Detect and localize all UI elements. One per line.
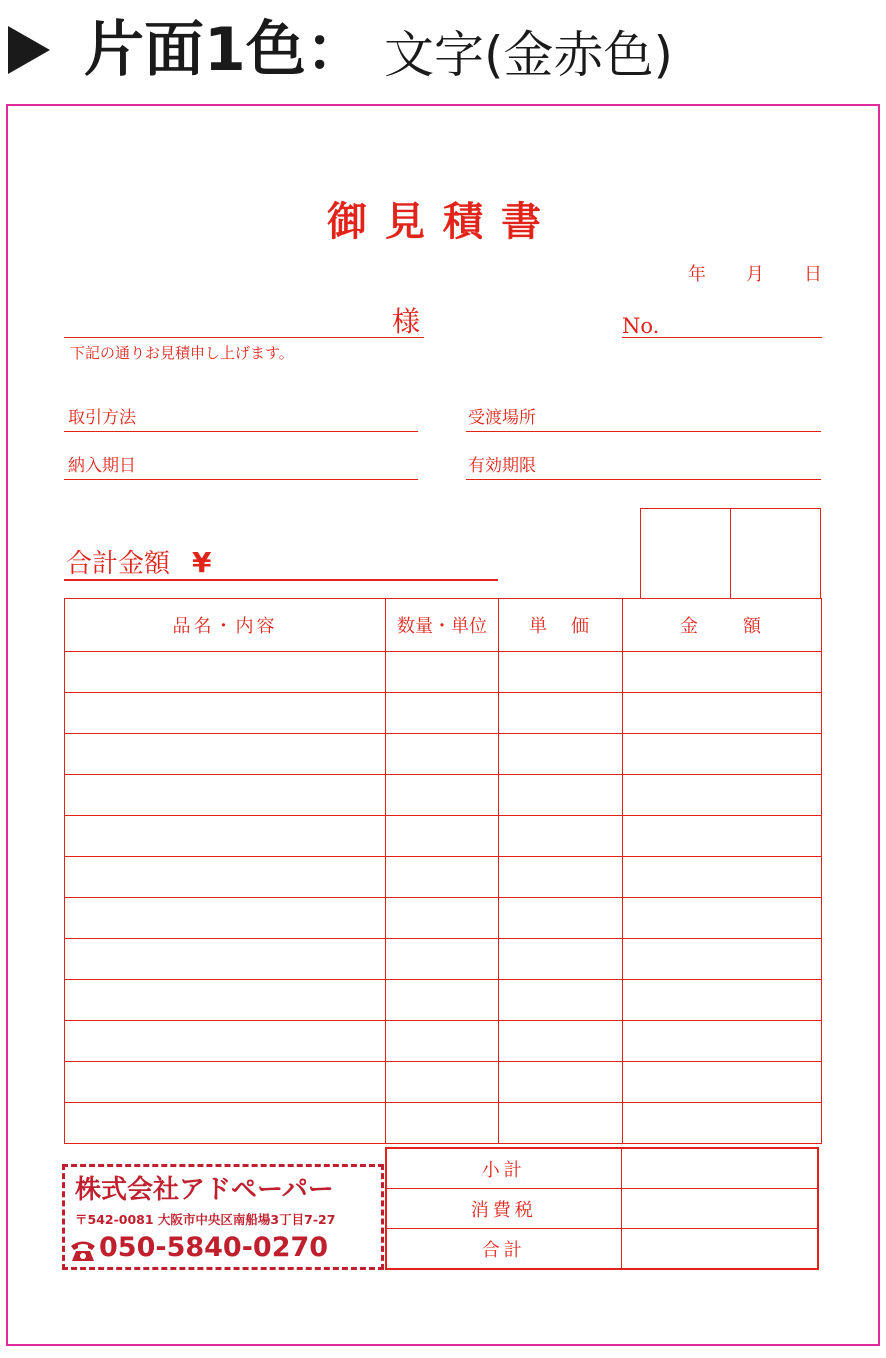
item-name-header: 品名・内容 [65, 599, 386, 652]
amount-cell[interactable] [623, 1103, 822, 1144]
table-row [65, 652, 822, 693]
subtotal-value-cell[interactable] [621, 1148, 818, 1189]
stamp-box [731, 509, 820, 598]
amount-cell[interactable] [623, 816, 822, 857]
table-row [65, 1103, 822, 1144]
amount-cell[interactable] [623, 652, 822, 693]
amount-cell[interactable] [623, 1062, 822, 1103]
unit-price-cell[interactable] [499, 734, 623, 775]
quantity-cell[interactable] [386, 652, 499, 693]
total-amount-line [64, 579, 498, 581]
delivery-date-label: 納入期日 [68, 456, 136, 476]
unit-price-cell[interactable] [499, 1103, 623, 1144]
table-row [65, 898, 822, 939]
date-month-label: 月 [746, 264, 764, 285]
unit-price-cell[interactable] [499, 775, 623, 816]
table-row [65, 939, 822, 980]
item-name-cell[interactable] [65, 1021, 386, 1062]
tax-value-cell[interactable] [621, 1189, 818, 1229]
item-name-cell[interactable] [65, 693, 386, 734]
company-address: 〒542-0081 大阪市中央区南船場3丁目7-27 [75, 1212, 336, 1227]
item-name-cell[interactable] [65, 775, 386, 816]
item-name-cell[interactable] [65, 898, 386, 939]
number-label: No. [622, 314, 660, 338]
grand-total-label: 合計 [386, 1229, 621, 1270]
quantity-cell[interactable] [386, 816, 499, 857]
header-title: 片面1色： [84, 15, 366, 85]
unit-price-cell[interactable] [499, 1062, 623, 1103]
transaction-method-label: 取引方法 [68, 408, 136, 428]
amount-cell[interactable] [623, 980, 822, 1021]
validity-label: 有効期限 [468, 456, 536, 476]
yen-symbol: ¥ [192, 546, 212, 579]
quantity-cell[interactable] [386, 734, 499, 775]
estimate-note: 下記の通りお見積申し上げます。 [70, 344, 294, 362]
quantity-cell[interactable] [386, 1062, 499, 1103]
item-name-cell[interactable] [65, 857, 386, 898]
page-header [0, 0, 886, 100]
unit-price-header: 単 価 [499, 599, 623, 652]
company-phone: 050-5840-0270 [99, 1232, 329, 1263]
quantity-cell[interactable] [386, 857, 499, 898]
tax-row [386, 1189, 818, 1229]
item-name-cell[interactable] [65, 939, 386, 980]
table-row [65, 1062, 822, 1103]
unit-price-cell[interactable] [499, 693, 623, 734]
amount-cell[interactable] [623, 693, 822, 734]
item-name-cell[interactable] [65, 652, 386, 693]
item-name-cell[interactable] [65, 1062, 386, 1103]
items-table [64, 598, 822, 1144]
amount-cell[interactable] [623, 1021, 822, 1062]
amount-cell[interactable] [623, 734, 822, 775]
unit-price-cell[interactable] [499, 652, 623, 693]
grand-total-row [386, 1229, 818, 1270]
recipient-suffix: 様 [392, 305, 421, 338]
approval-stamp-boxes [640, 508, 821, 599]
table-row [65, 693, 822, 734]
table-row [65, 857, 822, 898]
company-stamp [62, 1164, 384, 1270]
company-name: 株式会社アドペーパー [75, 1175, 334, 1205]
amount-cell[interactable] [623, 857, 822, 898]
item-name-cell[interactable] [65, 1103, 386, 1144]
validity-line [466, 479, 821, 480]
unit-price-cell[interactable] [499, 980, 623, 1021]
quantity-cell[interactable] [386, 1021, 499, 1062]
quantity-cell[interactable] [386, 898, 499, 939]
total-amount-label: 合計金額 [66, 549, 171, 579]
table-row [65, 775, 822, 816]
subtotal-row [386, 1148, 818, 1189]
quantity-unit-header: 数量・単位 [386, 599, 499, 652]
table-row [65, 816, 822, 857]
delivery-place-label: 受渡場所 [468, 408, 536, 428]
item-name-cell[interactable] [65, 734, 386, 775]
stamp-box [641, 509, 731, 598]
table-row [65, 1021, 822, 1062]
summary-table [385, 1147, 819, 1270]
grand-total-value-cell[interactable] [621, 1229, 818, 1270]
subtotal-label: 小計 [386, 1148, 621, 1189]
quantity-cell[interactable] [386, 693, 499, 734]
quantity-cell[interactable] [386, 775, 499, 816]
unit-price-cell[interactable] [499, 898, 623, 939]
quantity-cell[interactable] [386, 980, 499, 1021]
date-day-label: 日 [804, 264, 822, 285]
amount-header: 金 額 [623, 599, 822, 652]
date-year-label: 年 [688, 264, 706, 285]
form-title: 御見積書 [327, 199, 559, 245]
number-line [622, 337, 822, 338]
item-name-cell[interactable] [65, 980, 386, 1021]
quantity-cell[interactable] [386, 1103, 499, 1144]
amount-cell[interactable] [623, 939, 822, 980]
items-header-row [65, 599, 822, 652]
delivery-date-line [64, 479, 418, 480]
quantity-cell[interactable] [386, 939, 499, 980]
unit-price-cell[interactable] [499, 857, 623, 898]
recipient-line [64, 337, 424, 338]
phone-icon [69, 1237, 97, 1263]
header-subtitle: 文字(金赤色) [384, 26, 674, 84]
amount-cell[interactable] [623, 775, 822, 816]
table-row [65, 734, 822, 775]
delivery-place-line [466, 431, 821, 432]
transaction-method-line [64, 431, 418, 432]
item-name-cell[interactable] [65, 816, 386, 857]
unit-price-cell[interactable] [499, 939, 623, 980]
triangle-bullet-icon [8, 26, 50, 74]
unit-price-cell[interactable] [499, 816, 623, 857]
tax-label: 消費税 [386, 1189, 621, 1229]
amount-cell[interactable] [623, 898, 822, 939]
unit-price-cell[interactable] [499, 1021, 623, 1062]
table-row [65, 980, 822, 1021]
